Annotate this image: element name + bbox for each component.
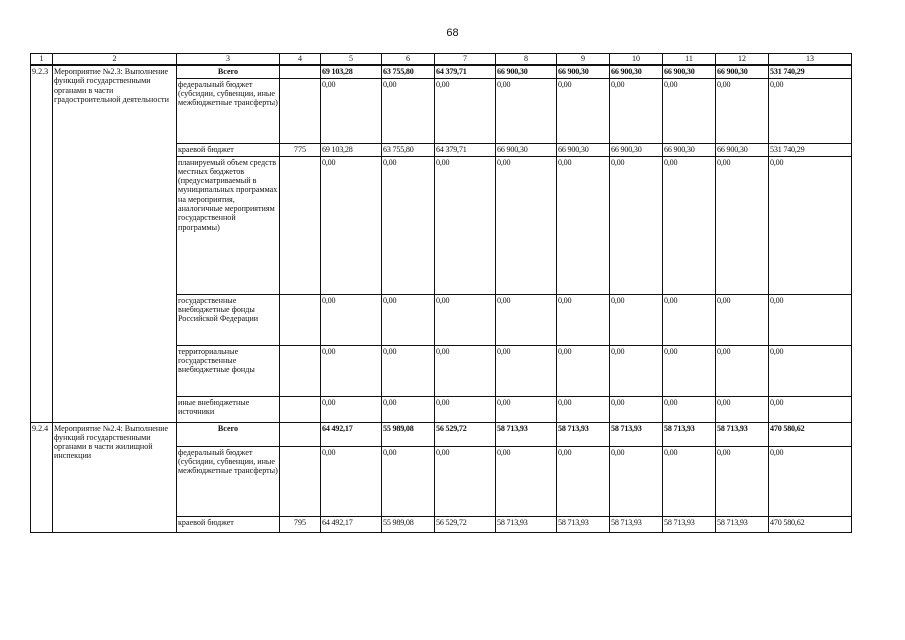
budget-code <box>280 422 321 446</box>
amount-cell: 0,00 <box>769 345 852 396</box>
amount-cell: 0,00 <box>382 78 435 143</box>
amount-cell: 0,00 <box>496 446 557 516</box>
budget-code <box>280 446 321 516</box>
amount-cell: 0,00 <box>435 78 496 143</box>
funding-source-label: федеральный бюджет (субсидии, субвенции, иные межбюджетные трансферты) <box>177 78 280 143</box>
amount-cell: 0,00 <box>663 294 716 345</box>
budget-code: 775 <box>280 143 321 156</box>
amount-cell: 0,00 <box>716 156 769 294</box>
amount-cell: 0,00 <box>496 345 557 396</box>
amount-cell: 0,00 <box>382 345 435 396</box>
amount-cell: 58 713,93 <box>663 516 716 532</box>
amount-cell: 58 713,93 <box>557 422 610 446</box>
table-header-row <box>31 54 852 66</box>
column-header: 9 <box>557 54 610 66</box>
amount-cell: 0,00 <box>321 446 382 516</box>
column-header: 2 <box>53 54 177 66</box>
amount-cell: 58 713,93 <box>610 422 663 446</box>
amount-cell: 66 900,30 <box>557 65 610 78</box>
funding-source-label: Всего <box>177 65 280 78</box>
amount-cell: 0,00 <box>557 156 610 294</box>
amount-cell: 64 379,71 <box>435 65 496 78</box>
amount-cell: 56 529,72 <box>435 422 496 446</box>
column-header: 6 <box>382 54 435 66</box>
amount-cell: 470 580,62 <box>769 422 852 446</box>
budget-code <box>280 65 321 78</box>
funding-source-label: федеральный бюджет (субсидии, субвенции, иные межбюджетные трансферты) <box>177 446 280 516</box>
amount-cell: 531 740,29 <box>769 143 852 156</box>
amount-cell: 470 580,62 <box>769 516 852 532</box>
amount-cell: 58 713,93 <box>663 422 716 446</box>
amount-cell: 0,00 <box>769 156 852 294</box>
amount-cell: 66 900,30 <box>716 143 769 156</box>
amount-cell: 66 900,30 <box>663 65 716 78</box>
amount-cell: 0,00 <box>496 78 557 143</box>
amount-cell: 63 755,80 <box>382 65 435 78</box>
amount-cell: 0,00 <box>435 396 496 422</box>
budget-code <box>280 294 321 345</box>
amount-cell: 0,00 <box>716 446 769 516</box>
amount-cell: 58 713,93 <box>716 422 769 446</box>
column-header: 1 <box>31 54 53 66</box>
amount-cell: 0,00 <box>716 294 769 345</box>
amount-cell: 0,00 <box>663 156 716 294</box>
amount-cell: 0,00 <box>557 78 610 143</box>
column-header: 8 <box>496 54 557 66</box>
amount-cell: 0,00 <box>610 156 663 294</box>
activity-title: Мероприятие №2.3: Выполнение функций государственными органами в части градостроительной деятельности <box>53 65 177 422</box>
funding-source-label: государственные внебюджетные фонды Российской Федерации <box>177 294 280 345</box>
amount-cell: 0,00 <box>663 345 716 396</box>
amount-cell: 0,00 <box>663 78 716 143</box>
column-header: 10 <box>610 54 663 66</box>
budget-table <box>30 53 852 533</box>
amount-cell: 0,00 <box>610 446 663 516</box>
column-header: 12 <box>716 54 769 66</box>
amount-cell: 58 713,93 <box>557 516 610 532</box>
page-number: 68 <box>446 27 459 39</box>
column-header: 13 <box>769 54 852 66</box>
amount-cell: 531 740,29 <box>769 65 852 78</box>
activity-title: Мероприятие №2.4: Выполнение функций государственными органами в части жилищной инспекции <box>53 422 177 532</box>
amount-cell: 0,00 <box>382 156 435 294</box>
amount-cell: 0,00 <box>382 396 435 422</box>
amount-cell: 0,00 <box>382 446 435 516</box>
column-header: 5 <box>321 54 382 66</box>
budget-code: 795 <box>280 516 321 532</box>
amount-cell: 0,00 <box>496 396 557 422</box>
amount-cell: 0,00 <box>769 396 852 422</box>
amount-cell: 66 900,30 <box>496 65 557 78</box>
amount-cell: 69 103,28 <box>321 65 382 78</box>
funding-source-label: планируемый объем средств местных бюджетов (предусматриваемый в муниципальных программах на мероприятия, аналогичные мероприятиям государственной программы) <box>177 156 280 294</box>
amount-cell: 0,00 <box>496 156 557 294</box>
amount-cell: 0,00 <box>435 446 496 516</box>
amount-cell: 58 713,93 <box>496 422 557 446</box>
amount-cell: 58 713,93 <box>610 516 663 532</box>
amount-cell: 58 713,93 <box>716 516 769 532</box>
amount-cell: 0,00 <box>769 294 852 345</box>
budget-code <box>280 345 321 396</box>
amount-cell: 56 529,72 <box>435 516 496 532</box>
funding-source-label: краевой бюджет <box>177 143 280 156</box>
column-header: 11 <box>663 54 716 66</box>
amount-cell: 66 900,30 <box>610 143 663 156</box>
amount-cell: 0,00 <box>321 345 382 396</box>
amount-cell: 0,00 <box>610 78 663 143</box>
amount-cell: 66 900,30 <box>557 143 610 156</box>
amount-cell: 0,00 <box>663 446 716 516</box>
amount-cell: 66 900,30 <box>496 143 557 156</box>
amount-cell: 0,00 <box>435 345 496 396</box>
budget-code <box>280 78 321 143</box>
amount-cell: 0,00 <box>557 345 610 396</box>
amount-cell: 0,00 <box>321 78 382 143</box>
amount-cell: 0,00 <box>321 396 382 422</box>
column-header: 7 <box>435 54 496 66</box>
amount-cell: 0,00 <box>716 345 769 396</box>
amount-cell: 66 900,30 <box>716 65 769 78</box>
amount-cell: 0,00 <box>610 345 663 396</box>
amount-cell: 55 989,08 <box>382 422 435 446</box>
amount-cell: 0,00 <box>321 156 382 294</box>
funding-source-label: Всего <box>177 422 280 446</box>
amount-cell: 0,00 <box>435 294 496 345</box>
amount-cell: 0,00 <box>610 396 663 422</box>
amount-cell: 64 492,17 <box>321 516 382 532</box>
table-row <box>31 65 852 78</box>
amount-cell: 66 900,30 <box>663 143 716 156</box>
amount-cell: 0,00 <box>496 294 557 345</box>
item-number: 9.2.3 <box>31 65 53 422</box>
amount-cell: 58 713,93 <box>496 516 557 532</box>
amount-cell: 66 900,30 <box>610 65 663 78</box>
funding-source-label: краевой бюджет <box>177 516 280 532</box>
amount-cell: 0,00 <box>557 446 610 516</box>
amount-cell: 0,00 <box>557 396 610 422</box>
table-row <box>31 422 852 446</box>
amount-cell: 0,00 <box>769 78 852 143</box>
amount-cell: 0,00 <box>663 396 716 422</box>
amount-cell: 63 755,80 <box>382 143 435 156</box>
amount-cell: 0,00 <box>435 156 496 294</box>
amount-cell: 64 492,17 <box>321 422 382 446</box>
item-number: 9.2.4 <box>31 422 53 532</box>
funding-source-label: иные внебюджетные источники <box>177 396 280 422</box>
amount-cell: 69 103,28 <box>321 143 382 156</box>
amount-cell: 0,00 <box>610 294 663 345</box>
amount-cell: 0,00 <box>769 446 852 516</box>
amount-cell: 0,00 <box>321 294 382 345</box>
column-header: 3 <box>177 54 280 66</box>
budget-code <box>280 396 321 422</box>
amount-cell: 0,00 <box>716 396 769 422</box>
funding-source-label: территориальные государственные внебюджетные фонды <box>177 345 280 396</box>
amount-cell: 0,00 <box>716 78 769 143</box>
amount-cell: 0,00 <box>382 294 435 345</box>
column-header: 4 <box>280 54 321 66</box>
amount-cell: 0,00 <box>557 294 610 345</box>
budget-code <box>280 156 321 294</box>
amount-cell: 55 989,08 <box>382 516 435 532</box>
amount-cell: 64 379,71 <box>435 143 496 156</box>
